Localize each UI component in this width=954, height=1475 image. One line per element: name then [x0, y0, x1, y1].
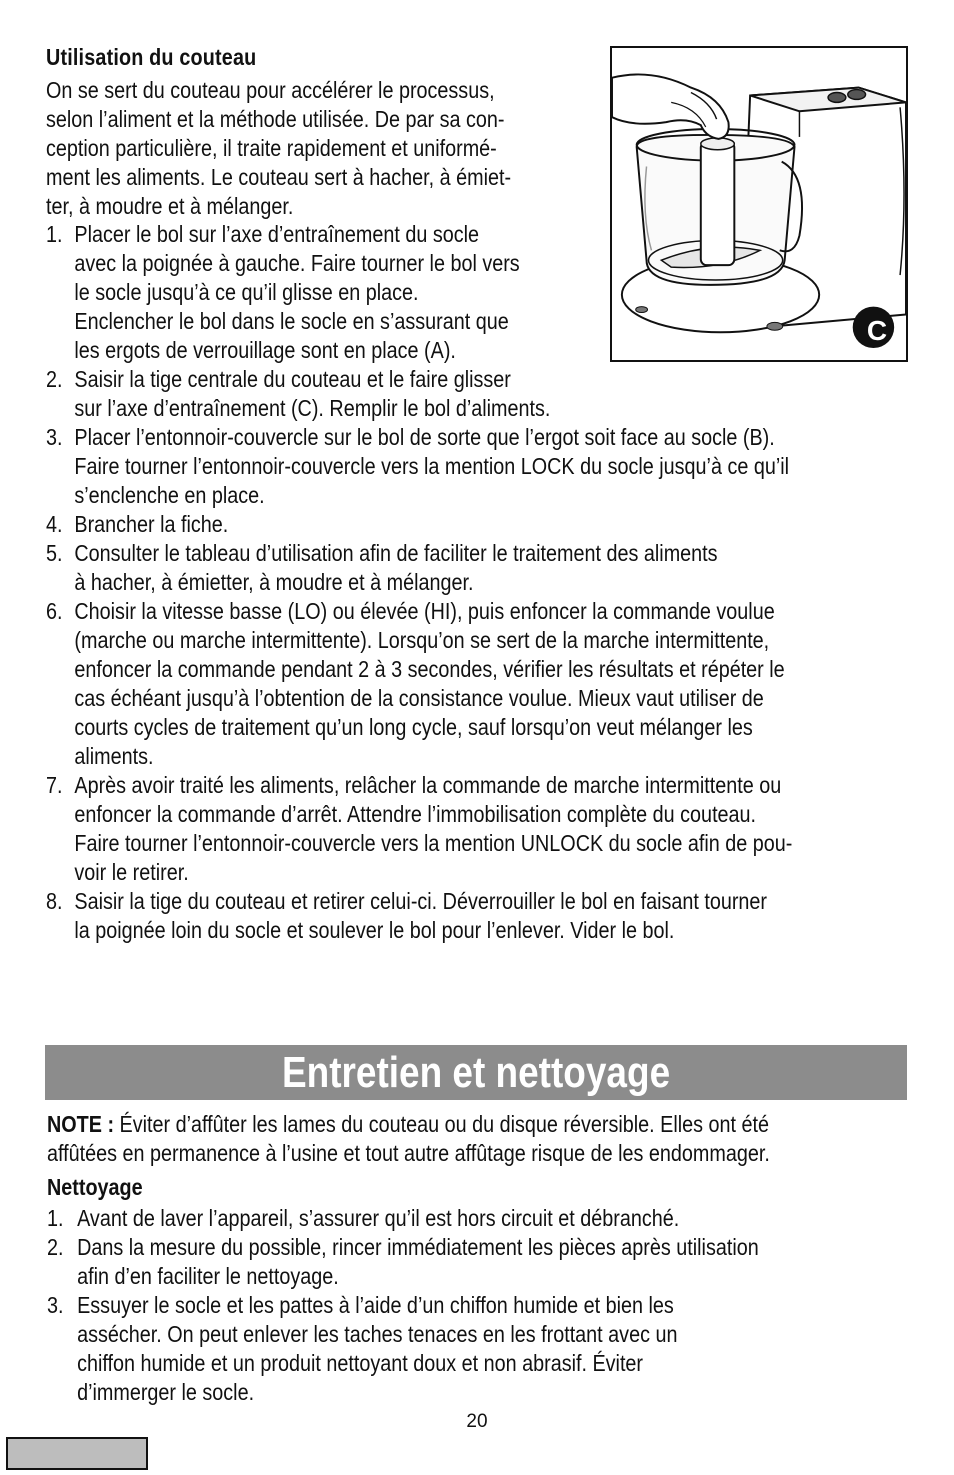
step-line: avec la poignée à gauche. Faire tourner le bol vers	[74, 250, 520, 276]
step-number: 8.	[46, 888, 63, 914]
step-line: Choisir la vitesse basse (LO) ou élevée (HI), puis enfoncer la commande voulue	[74, 598, 775, 624]
step-line: voir le retirer.	[74, 859, 189, 885]
step-line: Placer le bol sur l’axe d’entraînement du socle	[74, 221, 479, 247]
step-number: 1.	[46, 221, 63, 247]
cleaning-steps-list	[47, 1204, 941, 1407]
step-number: 3.	[46, 424, 63, 450]
step-number: 6.	[46, 598, 63, 624]
step-line: Placer l’entonnoir-couvercle sur le bol de sorte que l’ergot soit face au socle (B).	[74, 424, 775, 450]
list-item	[47, 1291, 941, 1407]
intro-line: ter, à moudre et à mélanger.	[46, 193, 294, 219]
list-item	[46, 887, 906, 945]
list-item	[46, 365, 906, 423]
section-banner	[45, 1045, 907, 1100]
step-number: 3.	[47, 1292, 64, 1318]
note-text: Éviter d’affûter les lames du couteau ou du disque réversible. Elles ont été	[114, 1111, 769, 1137]
step-line: Après avoir traité les aliments, relâcher la commande de marche intermittente ou	[74, 772, 782, 798]
intro-paragraph	[46, 76, 601, 221]
intro-line: On se sert du couteau pour accélérer le processus,	[46, 77, 495, 103]
step-line: Dans la mesure du possible, rincer immédiatement les pièces après utilisation	[77, 1234, 759, 1260]
step-line: Enclencher le bol dans le socle en s’assurant que	[74, 308, 509, 334]
step-number: 4.	[46, 511, 63, 537]
intro-line: selon l’aliment et la méthode utilisée. De par sa con-	[46, 106, 505, 132]
section-banner-title: Entretien et nettoyage	[281, 1047, 671, 1097]
step-line: Brancher la fiche.	[74, 511, 229, 537]
step-line: Faire tourner l’entonnoir-couvercle vers la mention UNLOCK du socle afin de pou-	[74, 830, 793, 856]
figure-label-c: C	[866, 315, 888, 346]
list-item	[46, 539, 906, 597]
list-item	[46, 771, 906, 887]
section-heading-knife: Utilisation du couteau	[46, 44, 257, 70]
step-line: (marche ou marche intermittente). Lorsqu’on se sert de la marche intermittente,	[74, 627, 770, 653]
intro-line: ception particulière, il traite rapidement et uniformé-	[46, 135, 497, 161]
step-number: 7.	[46, 772, 63, 798]
step-line: sur l’axe d’entraînement (C). Remplir le bol d’aliments.	[74, 395, 551, 421]
step-line: à hacher, à émietter, à moudre et à mélanger.	[74, 569, 474, 595]
step-number: 2.	[46, 366, 63, 392]
knife-steps-list	[46, 220, 906, 945]
step-line: Avant de laver l’appareil, s’assurer qu’il est hors circuit et débranché.	[77, 1205, 680, 1231]
step-line: cas échéant jusqu’à l’obtention de la consistance voulue. Mieux vaut utiliser de	[74, 685, 764, 711]
corner-box	[6, 1437, 148, 1470]
step-number: 5.	[46, 540, 63, 566]
list-item	[46, 220, 906, 365]
note-label: NOTE :	[47, 1111, 115, 1137]
step-line: s’enclenche en place.	[74, 482, 265, 508]
note-line: affûtées en permanence à l’usine et tout autre affûtage risque de les endommager.	[47, 1140, 770, 1166]
step-line: courts cycles de traitement qu’un long cycle, sauf lorsqu’on veut mélanger les	[74, 714, 753, 740]
step-line: Consulter le tableau d’utilisation afin de faciliter le traitement des aliments	[74, 540, 718, 566]
step-line: Faire tourner l’entonnoir-couvercle vers la mention LOCK du socle jusqu’à ce qu’il	[74, 453, 790, 479]
step-line: Saisir la tige du couteau et retirer celui-ci. Déverrouiller le bol en faisant tourner	[74, 888, 768, 914]
step-line: afin d’en faciliter le nettoyage.	[77, 1263, 339, 1289]
page-number: 20	[466, 1411, 488, 1432]
step-line: Essuyer le socle et les pattes à l’aide d’un chiffon humide et bien les	[77, 1292, 674, 1318]
step-line: enfoncer la commande d’arrêt. Attendre l’immobilisation complète du couteau.	[74, 801, 757, 827]
step-line: Saisir la tige centrale du couteau et le faire glisser	[74, 366, 511, 392]
step-line: aliments.	[74, 743, 154, 769]
note-paragraph	[47, 1110, 941, 1168]
step-line: chiffon humide et un produit nettoyant doux et non abrasif. Éviter	[77, 1350, 644, 1376]
step-number: 2.	[47, 1234, 64, 1260]
list-item	[46, 423, 906, 510]
step-line: d’immerger le socle.	[77, 1379, 255, 1405]
step-line: les ergots de verrouillage sont en place (A).	[74, 337, 456, 363]
step-line: assécher. On peut enlever les taches tenaces en les frottant avec un	[77, 1321, 678, 1347]
step-number: 1.	[47, 1205, 64, 1231]
step-line: enfoncer la commande pendant 2 à 3 secondes, vérifier les résultats et répéter le	[74, 656, 785, 682]
list-item	[47, 1204, 941, 1233]
step-line: le socle jusqu’à ce qu’il glisse en place.	[74, 279, 419, 305]
note-line	[47, 1110, 941, 1139]
list-item	[46, 597, 906, 771]
cleaning-heading: Nettoyage	[47, 1174, 143, 1200]
step-line: la poignée loin du socle et soulever le bol pour l’enlever. Vider le bol.	[74, 917, 675, 943]
list-item	[46, 510, 906, 539]
list-item	[47, 1233, 941, 1291]
intro-line: ment les aliments. Le couteau sert à hacher, à émiet-	[46, 164, 512, 190]
